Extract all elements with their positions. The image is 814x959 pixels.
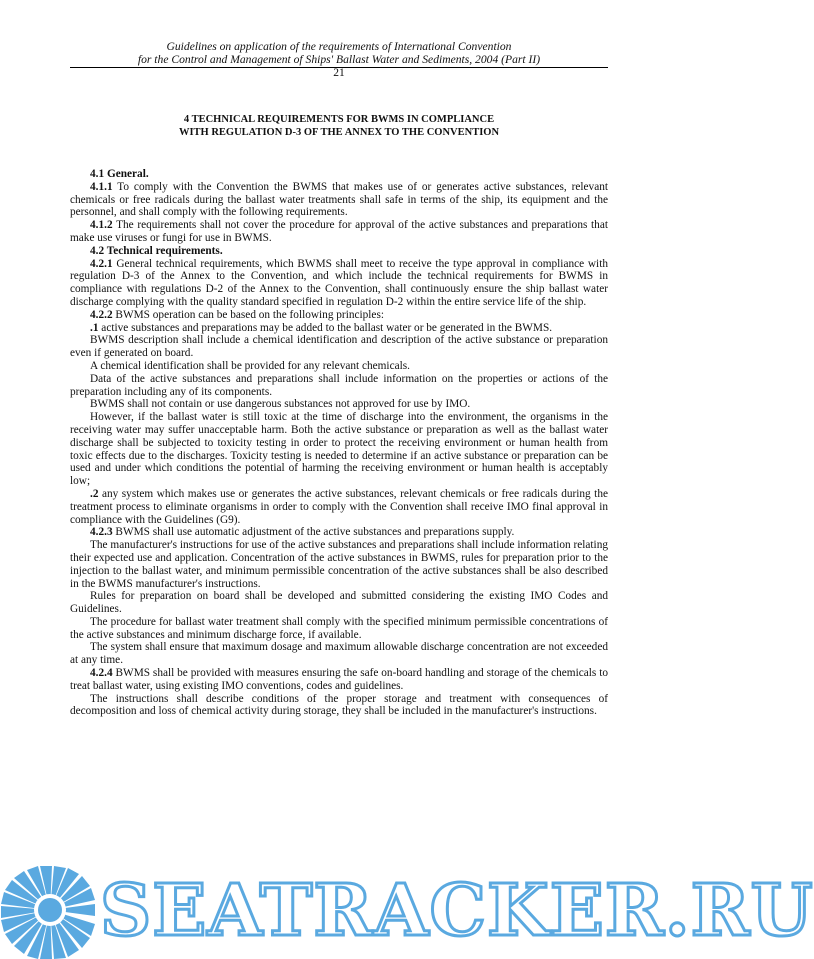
paragraph-number: 4.2.1	[90, 257, 113, 270]
paragraph-text: Data of the active substances and preparations shall include information on the properties or actions of the preparation including any of its components.	[70, 372, 608, 398]
paragraph	[70, 309, 608, 322]
paragraph-text: BWMS shall not contain or use dangerous substances not approved for use by IMO.	[90, 398, 471, 411]
paragraph-text: The instructions shall describe conditions of the proper storage and treatment with consequences of decomposition and loss of chemical activity during storage, they shall be included in the manufacturer's instructions.	[70, 692, 608, 718]
section-heading	[70, 245, 608, 258]
running-header-line-1: Guidelines on application of the requirements of International Convention	[166, 40, 512, 53]
paragraph-number: 4.1.2	[90, 219, 113, 232]
chapter-title	[70, 113, 608, 140]
paragraph-text: A chemical identification shall be provided for any relevant chemicals.	[90, 359, 410, 372]
paragraph	[70, 411, 608, 488]
paragraph-text: However, if the ballast water is still toxic at the time of discharge into the environment, the organisms in the receiving water may suffer unacceptable harm. Both the active substance or preparation as well as the ballast water discharge shall be subjected to toxicity testing in order to protect the receiving environment or human health from toxic effects due to the discharges. Toxicity testing is needed to determine if an active substance or preparation can be used and under which conditions the potential of harming the receiving environment or human health is acceptably low;	[70, 411, 608, 488]
paragraph-text: BWMS operation can be based on the following principles:	[112, 308, 384, 321]
paragraph-text: BWMS shall use automatic adjustment of the active substances and preparations supply.	[112, 526, 515, 539]
page-number: 21	[333, 67, 345, 79]
paragraph-text: any system which makes use or generates the active substances, relevant chemicals or free radicals during the treatment process to eliminate organisms in order to comply with the Convention shall receive IMO final approval in compliance with the Guidelines (G9).	[70, 487, 608, 526]
paragraph	[70, 488, 608, 526]
paragraph-number: 4.1.1	[90, 180, 113, 193]
paragraph	[70, 360, 608, 373]
paragraph-number: 4.2.2	[90, 308, 113, 321]
paragraph-number: .2	[90, 487, 99, 500]
sunburst-icon	[1, 866, 95, 959]
paragraph	[70, 641, 608, 667]
paragraph-text: The requirements shall not cover the procedure for approval of the active substances and preparations that make use viruses or fungi for use in BWMS.	[70, 219, 608, 244]
paragraph	[70, 181, 608, 219]
paragraph	[70, 373, 608, 399]
paragraph-text: To comply with the Convention the BWMS that makes use of or generates active substances, relevant chemicals or free radicals during the ballast water treatments shall safe in terms of the ship, its equipment and the personnel, and shall comply with the following requirements.	[70, 180, 608, 219]
paragraph-text: The manufacturer's instructions for use of the active substances and preparations shall include information relating their expected use and application. Concentration of the active substances in BWMS, rules for preparation prior to the injection to the ballast water, and minimum permissible concentration of the active substances shall be also described in the BWMS manufacturer's instructions.	[70, 539, 608, 590]
paragraph-number: 4.2.3	[90, 526, 113, 539]
running-header-line-2: for the Control and Management of Ships' Ballast Water and Sediments, 2004 (Part II)	[137, 53, 541, 66]
document-body	[70, 168, 608, 718]
paragraph-text: active substances and preparations may be added to the ballast water or be generated in the BWMS.	[98, 321, 553, 334]
paragraph	[70, 616, 608, 642]
paragraph-text: BWMS shall be provided with measures ensuring the safe on-board handling and storage of the chemicals to treat ballast water, using existing IMO conventions, codes and guidelines.	[70, 667, 608, 692]
paragraph-number: 4.2.4	[90, 667, 113, 680]
paragraph	[70, 334, 608, 360]
paragraph-text: The procedure for ballast water treatment shall comply with the specified minimum permissible concentrations of the active substances and minimum discharge force, if available.	[70, 615, 608, 641]
paragraph	[70, 667, 608, 693]
running-header	[70, 40, 608, 66]
paragraph-number: .1	[90, 321, 99, 334]
paragraph	[70, 693, 608, 719]
section-heading	[70, 168, 608, 181]
paragraph-text: Rules for preparation on board shall be developed and submitted considering the existing IMO Codes and Guidelines.	[70, 590, 608, 616]
paragraph-text: The system shall ensure that maximum dosage and maximum allowable discharge concentration are not exceeded at any time.	[70, 641, 608, 667]
paragraph	[70, 219, 608, 245]
paragraph	[70, 322, 608, 335]
watermark-text: SEATRACKER.RU	[100, 868, 814, 952]
paragraph-text: BWMS description shall include a chemical identification and description of the active substance or preparation even if generated on board.	[70, 334, 608, 360]
paragraph-number: 4.1 General.	[90, 168, 149, 180]
paragraph-text: General technical requirements, which BWMS shall meet to receive the type approval in compliance with regulation D-3 of the Annex to the Convention, and which include the technical requirements for BWMS in compliance with regulations D-2 of the Annex to the Convention, shall continuously ensure the ship ballast water discharge complying with the quality standard specified in regulation D-2 within the entire service life of the ship.	[70, 257, 608, 308]
chapter-title-line-1: 4 TECHNICAL REQUIREMENTS FOR BWMS IN COMPLIANCE	[183, 114, 495, 125]
chapter-title-line-2: WITH REGULATION D-3 OF THE ANNEX TO THE CONVENTION	[178, 127, 500, 139]
paragraph	[70, 258, 608, 309]
paragraph	[70, 590, 608, 616]
paragraph	[70, 398, 608, 411]
paragraph	[70, 526, 608, 539]
paragraph	[70, 539, 608, 590]
paragraph-number: 4.2 Technical requirements.	[90, 244, 223, 257]
